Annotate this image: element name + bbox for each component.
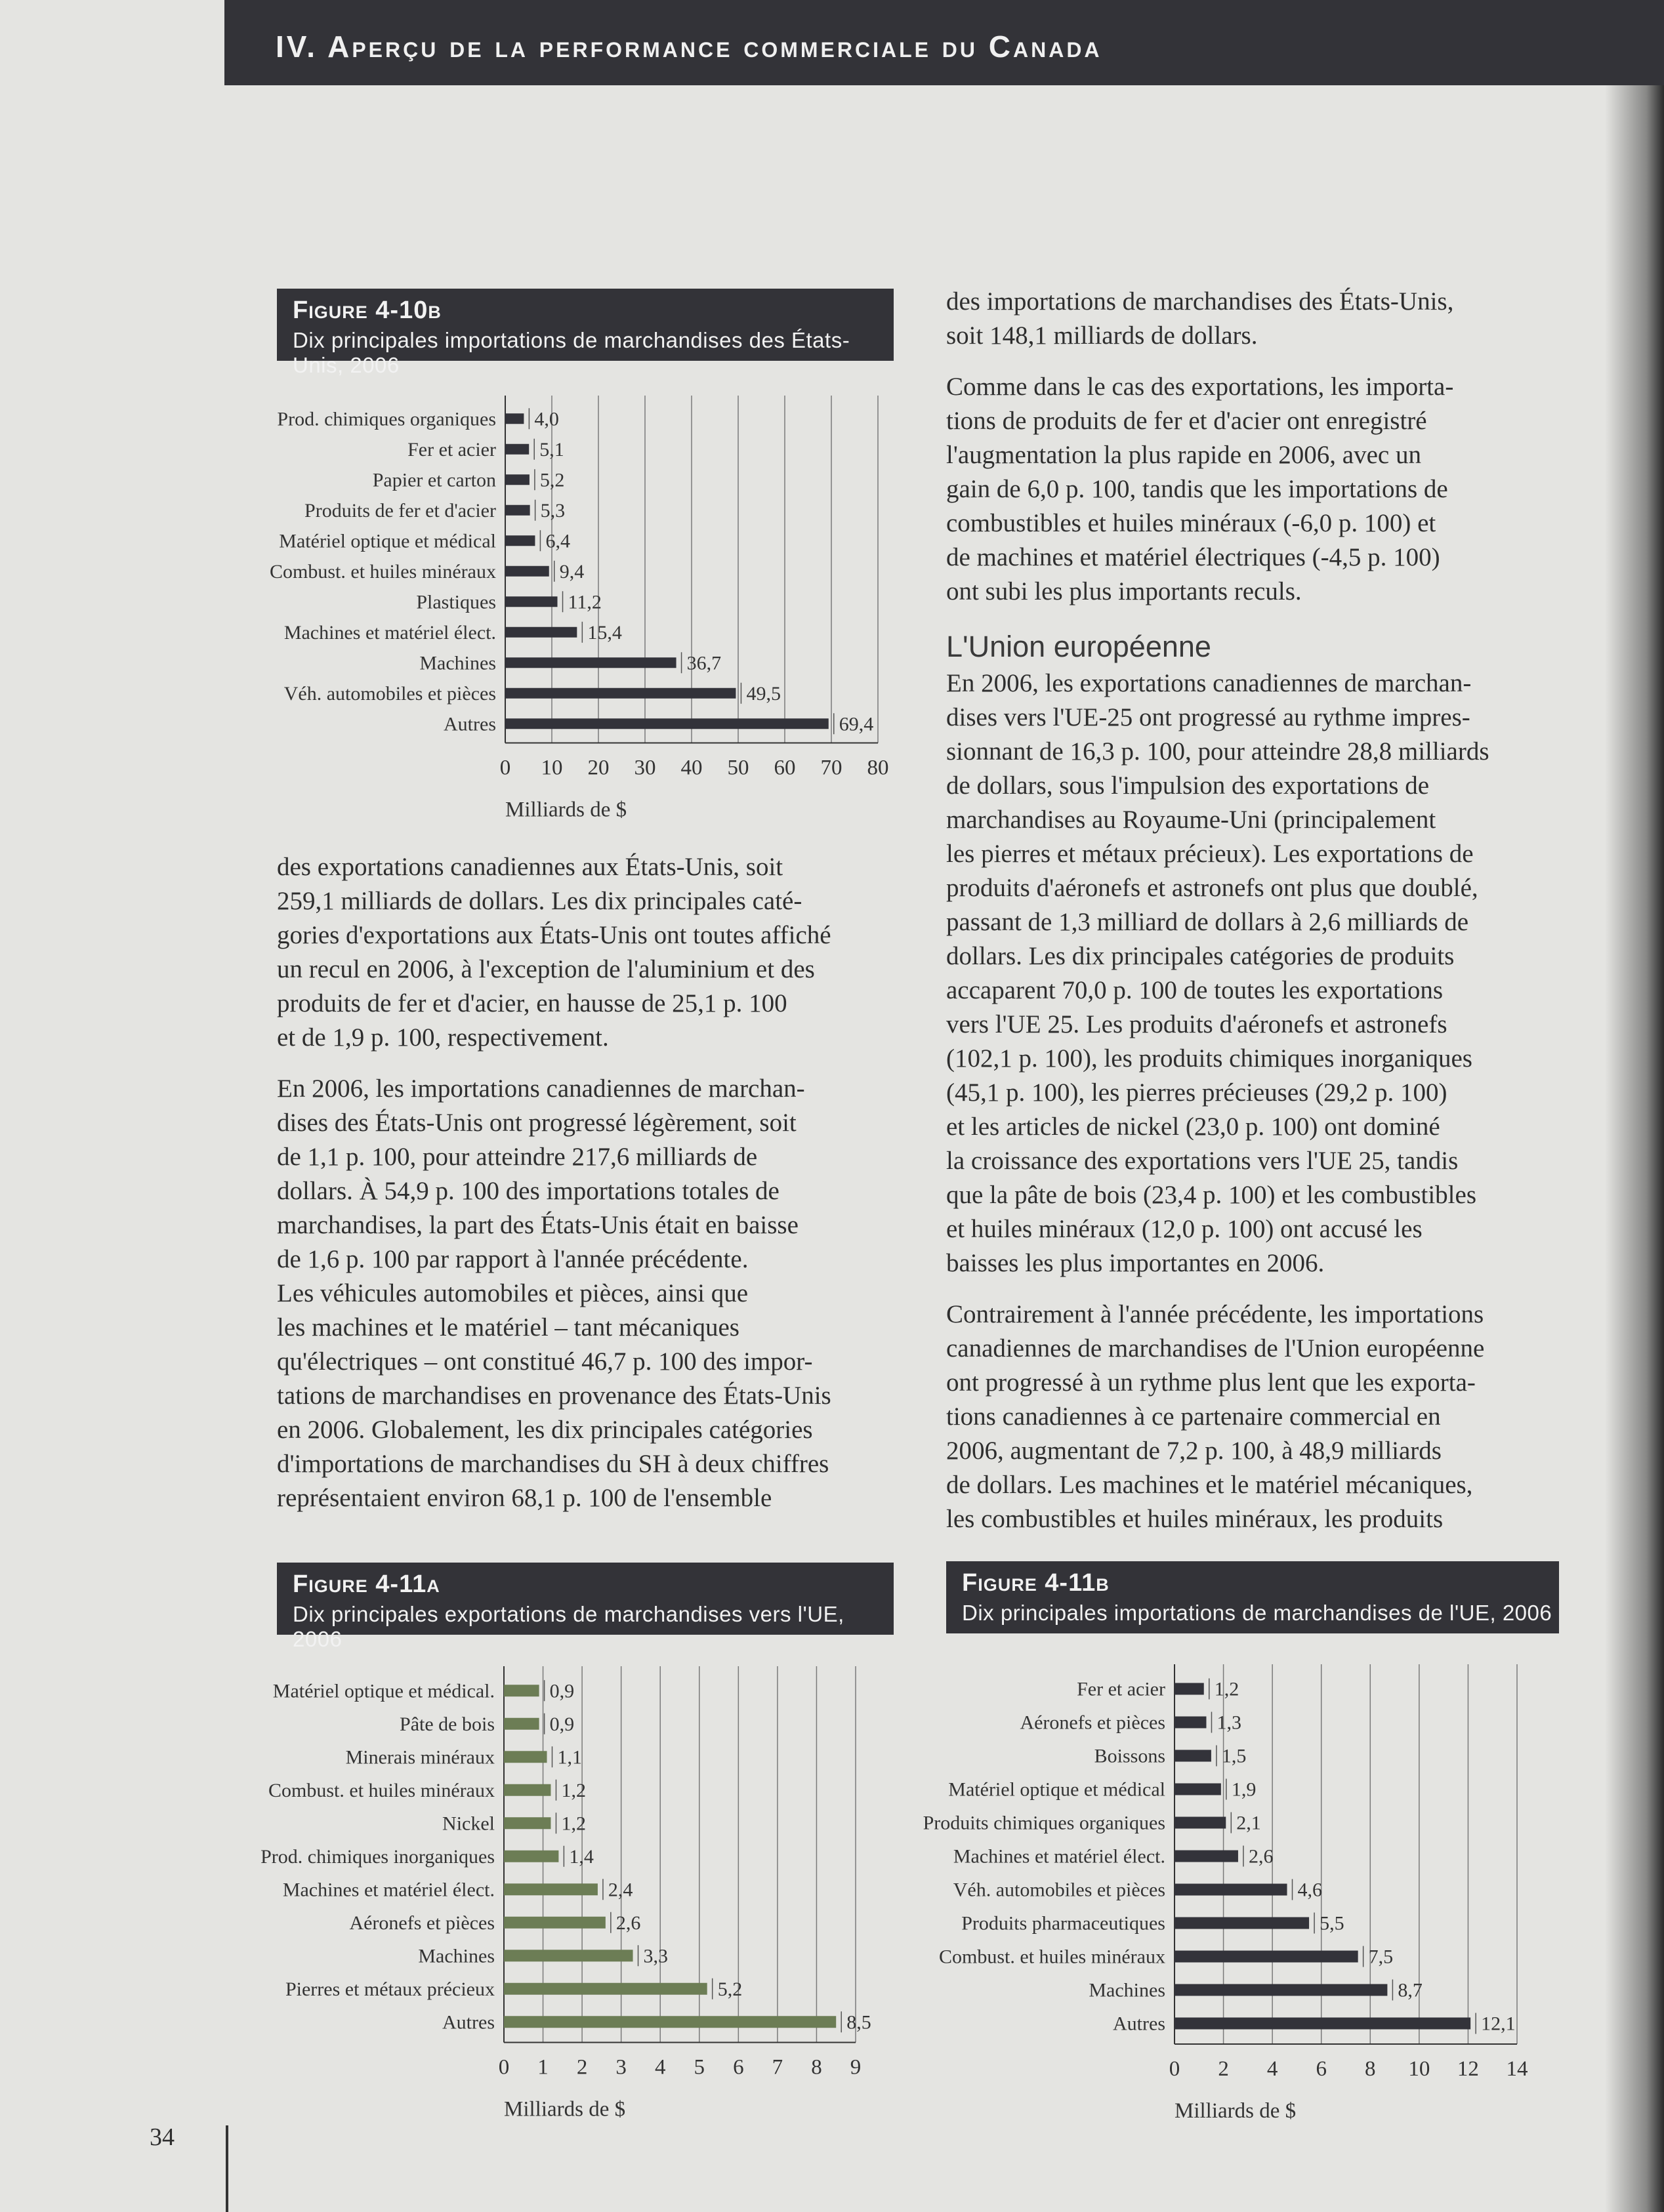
category-label: Prod. chimiques inorganiques (260, 1845, 495, 1868)
bar (1175, 1683, 1204, 1695)
right-column-bottom (946, 666, 1576, 1553)
category-label: Produits chimiques organiques (923, 1812, 1165, 1834)
bar (504, 1983, 707, 1995)
data-label: 36,7 (686, 652, 722, 674)
page-rule (226, 2125, 228, 2212)
category-label: Fer et acier (1077, 1678, 1165, 1700)
bar (1175, 1984, 1387, 1996)
data-label: 12,1 (1481, 2013, 1516, 2035)
x-tick-label: 50 (727, 756, 749, 780)
category-label: Véh. automobiles et pièces (283, 682, 496, 705)
data-label: 2,1 (1236, 1812, 1261, 1834)
chart-svg-4-11b (919, 1650, 1581, 2123)
category-label: Aéronefs et pièces (349, 1912, 495, 1934)
x-tick-label: 12 (1457, 2057, 1479, 2081)
category-label: Machines et matériel élect. (953, 1845, 1165, 1868)
category-label: Autres (444, 713, 496, 735)
bar (504, 1917, 606, 1929)
bar (505, 627, 577, 638)
bar (505, 657, 676, 668)
x-tick-label: 2 (1218, 2057, 1229, 2081)
x-tick-label: 14 (1506, 2057, 1528, 2081)
chart-fig-4-10b (249, 384, 905, 830)
bar (505, 535, 535, 546)
data-label: 1,2 (1214, 1678, 1239, 1700)
x-tick-label: 0 (498, 2055, 510, 2079)
x-tick-label: 10 (541, 756, 563, 780)
bar (504, 1817, 551, 1829)
data-label: 4,0 (534, 408, 559, 430)
bar (504, 1751, 547, 1763)
figure-label: Figure 4-11a (293, 1570, 440, 1598)
data-label: 0,9 (549, 1713, 575, 1735)
chart-fig-4-11a (249, 1653, 905, 2121)
category-label: Nickel (442, 1813, 495, 1835)
bar (1175, 1817, 1226, 1829)
x-axis-label: Milliards de $ (1175, 2099, 1297, 2123)
category-label: Combust. et huiles minéraux (939, 1946, 1165, 1968)
figure-title-4-11b (946, 1561, 1559, 1633)
x-tick-label: 0 (1169, 2057, 1180, 2081)
bar (505, 505, 530, 516)
bar (1175, 2018, 1470, 2030)
data-label: 1,3 (1217, 1711, 1241, 1734)
category-label: Matériel optique et médical (279, 530, 496, 552)
bar (1175, 1951, 1358, 1963)
data-label: 3,3 (643, 1945, 669, 1967)
category-label: Produits pharmaceutiques (961, 1912, 1165, 1935)
bar (505, 596, 558, 607)
page-edge-shadow (1605, 0, 1664, 2212)
figure-title-4-10b (277, 289, 894, 377)
section-heading: L'Union européenne (946, 630, 1211, 663)
data-label: 1,4 (569, 1845, 594, 1868)
x-tick-label: 1 (537, 2055, 549, 2079)
bar (505, 718, 829, 729)
data-label: 1,5 (1221, 1745, 1247, 1767)
chart-fig-4-11b (919, 1650, 1581, 2123)
category-label: Machines et matériel élect. (283, 621, 496, 644)
category-label: Machines (419, 652, 496, 674)
bar (504, 1784, 551, 1796)
x-tick-label: 40 (680, 756, 703, 780)
figure-subtitle: Dix principales exportations de marchandises vers l'UE, 2006 (293, 1602, 844, 1651)
bar (504, 1950, 633, 1961)
figure-subtitle: Dix principales importations de marchandises de l'UE, 2006 (962, 1601, 1552, 1625)
category-label: Papier et carton (372, 469, 496, 491)
category-label: Machines (1089, 1979, 1165, 2001)
x-tick-label: 60 (774, 756, 796, 780)
data-label: 2,6 (615, 1912, 641, 1934)
x-tick-label: 4 (654, 2055, 666, 2079)
paragraph: En 2006, les importations canadiennes de marchan- dises des États-Unis ont progressé légèrement, soit de 1,1 p. 100, pour atteindre 217,6 milliards de dollars. À 54,9 p. 100 des importations totales de marchandises, la part des États-Unis était en baisse de 1,6 p. 100 par rapport à l'année précédente. Les véhicules automobiles et pièces, ainsi que les machines et le matériel – tant mécaniques qu'électriques – ont constitué 46,7 p. 100 des impor- tations de marchandises en provenance des États-Unis en 2006. Globalement, les dix principales catégories d'importations de marchandises du SH à deux chiffres représentaient environ 68,1 p. 100 de l'ensemble (277, 1075, 831, 1512)
running-header (224, 0, 1664, 85)
x-tick-label: 80 (867, 756, 889, 780)
x-tick-label: 3 (615, 2055, 627, 2079)
data-label: 7,5 (1368, 1946, 1394, 1968)
bar (504, 2016, 836, 2028)
x-axis-label: Milliards de $ (505, 798, 627, 822)
x-tick-label: 2 (576, 2055, 588, 2079)
x-tick-label: 0 (499, 756, 511, 780)
bar (504, 1718, 539, 1730)
data-label: 11,2 (568, 591, 602, 613)
data-label: 2,6 (1248, 1845, 1274, 1868)
data-label: 5,5 (1320, 1912, 1344, 1935)
bar (1175, 1784, 1221, 1795)
data-label: 6,4 (545, 530, 570, 552)
category-label: Aéronefs et pièces (1020, 1711, 1165, 1734)
x-axis-label: Milliards de $ (504, 2097, 626, 2121)
data-label: 8,5 (846, 2011, 871, 2034)
x-tick-label: 9 (850, 2055, 862, 2079)
x-tick-label: 7 (772, 2055, 783, 2079)
bar (504, 1685, 539, 1696)
x-tick-label: 10 (1408, 2057, 1430, 2081)
bar (505, 688, 736, 699)
category-label: Autres (442, 2011, 495, 2034)
category-label: Boissons (1094, 1745, 1165, 1767)
x-tick-label: 6 (1316, 2057, 1327, 2081)
bar (504, 1883, 598, 1895)
figure-title-4-11a (277, 1563, 894, 1651)
category-label: Pâte de bois (400, 1713, 495, 1735)
x-tick-label: 6 (733, 2055, 744, 2079)
data-label: 49,5 (746, 682, 781, 705)
bar (505, 444, 529, 455)
data-label: 69,4 (839, 713, 874, 735)
data-label: 1,2 (561, 1813, 586, 1835)
data-label: 1,2 (561, 1779, 586, 1801)
figure-label: Figure 4-11b (962, 1569, 1110, 1597)
data-label: 5,3 (540, 499, 566, 522)
figure-subtitle: Dix principales importations de marchandises des États-Unis, 2006 (293, 328, 850, 377)
data-label: 5,2 (717, 1978, 743, 2000)
category-label: Autres (1113, 2013, 1165, 2035)
x-tick-label: 70 (820, 756, 842, 780)
x-tick-label: 5 (694, 2055, 705, 2079)
x-tick-label: 30 (634, 756, 656, 780)
category-label: Plastiques (416, 591, 496, 613)
left-column (277, 850, 907, 1532)
data-label: 0,9 (549, 1680, 575, 1702)
category-label: Pierres et métaux précieux (285, 1978, 495, 2000)
bar (505, 566, 549, 577)
category-label: Minerais minéraux (345, 1746, 495, 1769)
data-label: 4,6 (1297, 1879, 1323, 1901)
right-column-top (946, 285, 1576, 626)
bar (1175, 1750, 1211, 1762)
bar (505, 413, 524, 424)
category-label: Véh. automobiles et pièces (953, 1879, 1165, 1901)
page-number: 34 (150, 2123, 175, 2151)
paragraph: des exportations canadiennes aux États-Unis, soit 259,1 milliards de dollars. Les dix principales caté- gories d'exportations aux États-Unis ont toutes affiché un recul en 2006, à l'exception de l'aluminium et des produits de fer et d'acier, en hausse de 25,1 p. 100 et de 1,9 p. 100, respectivement. (277, 853, 831, 1052)
data-label: 1,1 (557, 1746, 583, 1769)
figure-label: Figure 4-10b (293, 297, 442, 324)
bar (1175, 1917, 1309, 1929)
category-label: Combust. et huiles minéraux (268, 1779, 495, 1801)
header-title: IV. Aperçu de la performance commerciale du Canada (276, 30, 1102, 64)
category-label: Prod. chimiques organiques (277, 408, 496, 430)
paragraph: En 2006, les exportations canadiennes de marchan- dises vers l'UE-25 ont progressé au rythme impres- sionnant de 16,3 p. 100, pour atteindre 28,8 milliards de dollars, sous l'impulsion des exportations de marchandises au Royaume-Uni (principalement les pierres et métaux précieux). Les exportations de produits d'aéronefs et astronefs ont plus que doublé, passant de 1,3 milliard de dollars à 2,6 milliards de dollars. Les dix principales catégories de produits accaparent 70,0 p. 100 de toutes les exportations vers l'UE 25. Les produits d'aéronefs et astronefs (102,1 p. 100), les produits chimiques inorganiques (45,1 p. 100), les pierres précieuses (29,2 p. 100) et les articles de nickel (23,0 p. 100) ont dominé la croissance des exportations vers l'UE 25, tandis que la pâte de bois (23,4 p. 100) et les combustibles et huiles minéraux (12,0 p. 100) ont accusé les baisses les plus importantes en 2006. (946, 669, 1489, 1277)
bar (504, 1851, 558, 1862)
x-tick-label: 8 (811, 2055, 822, 2079)
data-label: 5,1 (539, 438, 564, 461)
x-tick-label: 20 (587, 756, 610, 780)
data-label: 9,4 (559, 560, 585, 583)
data-label: 8,7 (1398, 1979, 1423, 2001)
chart-svg-4-10b (249, 384, 905, 830)
bar (505, 474, 530, 485)
data-label: 1,9 (1231, 1778, 1257, 1801)
bar (1175, 1851, 1238, 1862)
category-label: Matériel optique et médical. (272, 1680, 495, 1702)
paragraph: des importations de marchandises des États-Unis, soit 148,1 milliards de dollars. (946, 287, 1454, 350)
chart-svg-4-11a (249, 1653, 905, 2121)
x-tick-label: 4 (1266, 2057, 1278, 2081)
category-label: Produits de fer et d'acier (304, 499, 496, 522)
data-label: 2,4 (608, 1879, 633, 1901)
category-label: Machines (418, 1945, 495, 1967)
paragraph: Contrairement à l'année précédente, les importations canadiennes de marchandises de l'Union européenne ont progressé à un rythme plus lent que les exporta- tions canadiennes à ce partenaire commercial en 2006, augmentant de 7,2 p. 100, à 48,9 milliards de dollars. Les machines et le matériel mécaniques, les combustibles et huiles minéraux, les produits (946, 1300, 1485, 1533)
bar (1175, 1717, 1206, 1729)
category-label: Machines et matériel élect. (282, 1879, 495, 1901)
paragraph: Comme dans le cas des exportations, les importa- tions de produits de fer et d'acier ont enregistré l'augmentation la plus rapide en 2006, avec un gain de 6,0 p. 100, tandis que les importations de combustibles et huiles minéraux (-6,0 p. 100) et de machines et matériel électriques (-4,5 p. 100) ont subi les plus importants reculs. (946, 373, 1454, 605)
category-label: Combust. et huiles minéraux (270, 560, 496, 583)
data-label: 5,2 (539, 469, 565, 491)
data-label: 15,4 (587, 621, 622, 644)
bar (1175, 1884, 1287, 1896)
category-label: Matériel optique et médical (948, 1778, 1165, 1801)
category-label: Fer et acier (407, 438, 496, 461)
x-tick-label: 8 (1365, 2057, 1376, 2081)
